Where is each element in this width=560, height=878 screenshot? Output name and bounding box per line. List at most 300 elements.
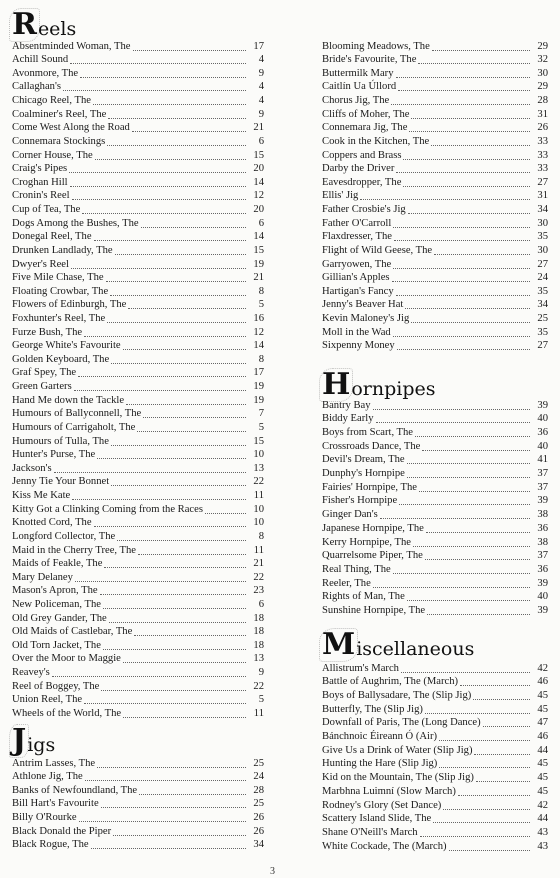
dot-leader [396,77,531,78]
entry-title: Fisher's Hornpipe [322,495,398,507]
entry-title: Mary Delaney [12,571,73,583]
dot-leader [431,145,530,146]
entry-title: Dogs Among the Bushes, The [12,217,139,229]
index-entry [322,121,548,135]
dot-leader [411,322,530,323]
dot-leader [403,186,530,187]
entry-title: Boys of Ballysadare, The (Slip Jig) [322,689,472,701]
index-entry [322,216,548,230]
dot-leader [71,268,246,269]
index-entry [12,162,264,176]
dot-leader [126,404,246,405]
entry-title: Graf Spey, The [12,367,77,379]
index-entry [322,590,548,604]
index-entry [12,134,264,148]
index-entry [12,770,264,784]
entry-title: Jenny's Beaver Hat [322,299,404,311]
index-entry [322,730,548,744]
entry-page: 45 [537,689,548,701]
entry-page: 17 [253,40,264,52]
index-entry [322,494,548,508]
entry-title: Butterfly, The (Slip Jig) [322,703,423,715]
entry-page: 9 [258,667,264,679]
entry-page: 11 [253,490,264,502]
index-entry [322,189,548,203]
jigs-initial: J [12,723,27,758]
index-entry [12,652,264,666]
entry-title: Rights of Man, The [322,591,405,603]
entry-title: Humours of Ballyconnell, The [12,408,142,420]
dot-leader [133,50,246,51]
dot-leader [143,417,246,418]
entry-title: Ellis' Jig [322,190,359,202]
entry-page: 27 [537,176,548,188]
index-entry [322,80,548,94]
entry-page: 5 [258,421,264,433]
entry-page: 20 [253,163,264,175]
index-entry [12,80,264,94]
entry-page: 40 [537,591,548,603]
index-entry [322,39,548,53]
dot-leader [101,690,246,691]
entry-title: Callaghan's [12,81,61,93]
index-entry [12,93,264,107]
index-entry [12,352,264,366]
entry-title: Quarrelsome Piper, The [322,550,423,562]
entry-title: Green Garters [12,381,72,393]
entry-page: 40 [537,440,548,452]
dot-leader [111,485,246,486]
index-entry [12,434,264,448]
dot-leader [103,608,246,609]
entry-title: Reel of Boggey, The [12,680,100,692]
entry-title: George White's Favourite [12,340,121,352]
entry-page: 47 [537,717,548,729]
index-entry [12,679,264,693]
entry-page: 31 [537,190,548,202]
entry-title: Over the Moor to Maggie [12,653,121,665]
dot-leader [420,836,530,837]
dot-leader [393,573,530,574]
index-entry [12,243,264,257]
entry-title: Boys from Scart, The [322,426,414,438]
entry-title: Darby the Driver [322,163,395,175]
entry-page: 46 [537,731,548,743]
entry-page: 39 [537,605,548,617]
entry-page: 38 [537,536,548,548]
entry-title: Reavey's [12,667,50,679]
entry-title: Scattery Island Slide, The [322,813,432,825]
entry-title: Old Torn Jacket, The [12,639,101,651]
dot-leader [97,767,246,768]
dot-leader [101,807,246,808]
dot-leader [391,104,530,105]
hornpipes-heading-rest: ornpipes [351,378,436,400]
entry-title: Gillian's Apples [322,272,390,284]
dot-leader [401,672,530,673]
entry-page: 39 [537,399,548,411]
entry-title: Humours of Carrigaholt, The [12,421,136,433]
entry-title: Connemara Jig, The [322,122,408,134]
entry-page: 7 [258,408,264,420]
dot-leader [397,349,530,350]
index-entry [322,325,548,339]
index-entry [322,757,548,771]
index-entry [322,535,548,549]
entry-title: Reeler, The [322,577,371,589]
entry-page: 36 [537,426,548,438]
dot-leader [63,90,246,91]
entry-page: 24 [253,771,264,783]
entry-page: 12 [253,326,264,338]
entry-page: 35 [537,285,548,297]
entry-page: 10 [253,449,264,461]
entry-title: Coppers and Brass [322,149,402,161]
entry-page: 19 [253,258,264,270]
dot-leader [407,600,530,601]
index-entry [322,521,548,535]
entry-page: 43 [537,840,548,852]
dot-leader [84,703,246,704]
entry-title: Golden Keyboard, The [12,353,110,365]
entry-page: 30 [537,217,548,229]
dot-leader [426,532,530,533]
index-entry [322,825,548,839]
entry-title: Athlone Jig, The [12,771,83,783]
index-entry [322,661,548,675]
entry-title: Fairies' Hornpipe, The [322,481,417,493]
entry-page: 22 [253,680,264,692]
dot-leader [392,281,530,282]
entry-page: 45 [537,785,548,797]
index-entry [12,107,264,121]
entry-title: Bill Hart's Favourite [12,798,99,810]
dot-leader [425,713,530,714]
dot-leader [393,268,530,269]
entry-title: Kevin Maloney's Jig [322,312,410,324]
entry-title: Chicago Reel, The [12,95,91,107]
entry-page: 37 [537,481,548,493]
index-entry [322,743,548,757]
index-entry [12,202,264,216]
dot-leader [483,726,530,727]
entry-page: 27 [537,258,548,270]
entry-page: 10 [253,503,264,515]
index-entry [12,557,264,571]
entry-title: Father Crosbie's Jig [322,204,406,216]
index-entry [12,488,264,502]
dot-leader [72,199,246,200]
entry-title: Kerry Hornpipe, The [322,536,411,548]
entry-title: Dwyer's Reel [12,258,69,270]
dot-leader [376,422,531,423]
entry-title: Cliffs of Moher, The [322,108,410,120]
index-entry [322,398,548,412]
dot-leader [407,477,530,478]
dot-leader [78,376,246,377]
dot-leader [380,518,530,519]
entry-title: Absentminded Woman, The [12,40,131,52]
entry-page: 39 [537,495,548,507]
miscellaneous-heading-rest: iscellaneous [356,638,475,660]
entry-page: 8 [258,285,264,297]
index-entry [12,366,264,380]
entry-page: 22 [253,476,264,488]
index-entry [322,257,548,271]
entry-page: 16 [253,312,264,324]
entry-title: Black Rogue, The [12,839,89,851]
entry-page: 19 [253,394,264,406]
entry-page: 14 [253,340,264,352]
index-entry [322,107,548,121]
index-entry [12,625,264,639]
entry-page: 24 [537,272,548,284]
entry-title: Antrim Lasses, The [12,757,96,769]
entry-title: Cronin's Reel [12,190,70,202]
entry-page: 4 [258,54,264,66]
entry-title: Bride's Favourite, The [322,54,417,66]
dot-leader [106,281,246,282]
dot-leader [82,213,246,214]
dot-leader [474,754,530,755]
entry-page: 10 [253,517,264,529]
entry-page: 5 [258,694,264,706]
index-entry [12,529,264,543]
index-entry [322,453,548,467]
entry-title: Battle of Aughrim, The (March) [322,676,459,688]
index-entry [322,812,548,826]
dot-leader [407,463,530,464]
dot-leader [443,809,530,810]
entry-page: 15 [253,244,264,256]
dot-leader [93,104,246,105]
entry-page: 34 [253,839,264,851]
dot-leader [399,504,530,505]
dot-leader [396,172,530,173]
dot-leader [396,295,530,296]
index-entry [322,702,548,716]
index-entry [12,611,264,625]
dot-leader [132,131,246,132]
entry-page: 35 [537,326,548,338]
dot-leader [458,795,530,796]
index-entry [322,784,548,798]
dot-leader [403,159,530,160]
index-entry [322,134,548,148]
entry-page: 21 [253,272,264,284]
entry-title: Devil's Dream, The [322,454,405,466]
dot-leader [449,850,530,851]
entry-title: Bánchnoic Éireann Ó (Air) [322,731,438,743]
entry-page: 42 [537,662,548,674]
index-entry [12,298,264,312]
entry-page: 4 [258,81,264,93]
dot-leader [70,186,246,187]
entry-page: 13 [253,653,264,665]
dot-leader [110,295,246,296]
entry-title: Rodney's Glory (Set Dance) [322,799,442,811]
entry-page: 40 [537,413,548,425]
entry-title: Connemara Stockings [12,135,106,147]
dot-leader [393,336,530,337]
entry-title: Black Donald the Piper [12,825,112,837]
index-entry [12,584,264,598]
entry-page: 11 [253,707,264,719]
entry-title: Japanese Hornpipe, The [322,522,424,534]
dot-leader [115,254,246,255]
entry-title: Biddy Early [322,413,374,425]
dot-leader [394,240,530,241]
dot-leader [74,390,246,391]
dot-leader [95,159,246,160]
index-entry [322,771,548,785]
entry-title: Humours of Tulla, The [12,435,109,447]
entry-title: White Cockade, The (March) [322,840,447,852]
dot-leader [427,614,530,615]
dot-leader [139,794,246,795]
index-entry [12,693,264,707]
dot-leader [439,767,530,768]
index-entry [12,706,264,720]
entry-title: Kid on the Mountain, The (Slip Jig) [322,772,474,784]
entry-title: Maid in the Cherry Tree, The [12,544,136,556]
entry-page: 19 [253,381,264,393]
entry-page: 20 [253,204,264,216]
index-entry [12,666,264,680]
index-entry [12,311,264,325]
dot-leader [91,848,246,849]
dot-leader [85,780,246,781]
index-entry [322,562,548,576]
index-entry [12,407,264,421]
index-entry [322,716,548,730]
entry-page: 30 [537,244,548,256]
entry-page: 8 [258,353,264,365]
index-entry [12,121,264,135]
index-entry [12,783,264,797]
dot-leader [54,472,246,473]
entry-page: 30 [537,67,548,79]
entry-page: 15 [253,435,264,447]
dot-leader [75,581,246,582]
entry-title: Blooming Meadows, The [322,40,430,52]
dot-leader [360,199,530,200]
dot-leader [205,513,246,514]
entry-page: 44 [537,744,548,756]
entry-title: Crossroads Dance, The [322,440,421,452]
dot-leader [107,145,246,146]
entry-page: 21 [253,122,264,134]
page-number: 3 [270,866,275,877]
dot-leader [94,240,246,241]
entry-page: 18 [253,626,264,638]
entry-page: 34 [537,204,548,216]
index-entry [322,298,548,312]
dot-leader [476,781,530,782]
index-entry [12,175,264,189]
dot-leader [134,635,246,636]
entry-page: 36 [537,563,548,575]
index-entry [12,420,264,434]
entry-page: 14 [253,176,264,188]
index-entry [322,243,548,257]
index-entry [12,475,264,489]
dot-leader [80,77,246,78]
entry-title: Sixpenny Money [322,340,395,352]
entry-title: Sunshine Hornpipe, The [322,605,426,617]
jigs-heading [12,722,55,756]
miscellaneous-heading [322,626,474,660]
index-entry [12,597,264,611]
index-entry [322,148,548,162]
index-entry [12,461,264,475]
index-entry [322,93,548,107]
entry-title: Buttermilk Mary [322,67,394,79]
entry-page: 25 [253,798,264,810]
entry-page: 42 [537,799,548,811]
dot-leader [97,458,246,459]
entry-title: Jenny Tie Your Bonnet [12,476,110,488]
dot-leader [141,227,246,228]
entry-page: 11 [253,544,264,556]
index-entry [322,467,548,481]
entry-title: Avonmore, The [12,67,79,79]
index-entry [12,756,264,770]
entry-title: Old Maids of Castlebar, The [12,626,133,638]
dot-leader [69,172,246,173]
index-entry [12,516,264,530]
entry-page: 33 [537,135,548,147]
index-entry [12,543,264,557]
entry-page: 14 [253,231,264,243]
entry-title: Kitty Got a Clinking Coming from the Races [12,503,203,515]
dot-leader [111,363,246,364]
entry-page: 18 [253,612,264,624]
dot-leader [111,445,246,446]
dot-leader [413,546,530,547]
index-entry [322,549,548,563]
jigs-heading-rest: igs [27,734,56,756]
entry-title: Bantry Bay [322,399,371,411]
index-entry [322,162,548,176]
dot-leader [103,649,246,650]
dot-leader [123,717,246,718]
index-entry [322,508,548,522]
dot-leader [409,131,530,132]
dot-leader [100,594,246,595]
dot-leader [405,308,530,309]
dot-leader [79,821,246,822]
entry-page: 38 [537,509,548,521]
entry-title: Kiss Me Kate [12,490,71,502]
index-entry [12,797,264,811]
hornpipes-initial: H [322,367,351,402]
index-entry [12,271,264,285]
entry-page: 34 [537,299,548,311]
entry-title: Union Reel, The [12,694,83,706]
entry-title: Furze Bush, The [12,326,83,338]
entry-title: Father O'Carroll [322,217,392,229]
index-entry [12,53,264,67]
dot-leader [415,436,530,437]
dot-leader [418,63,530,64]
index-entry [322,412,548,426]
index-entry [322,271,548,285]
entry-page: 4 [258,95,264,107]
entry-page: 37 [537,550,548,562]
reels-heading [12,6,76,40]
entry-title: Give Us a Drink of Water (Slip Jig) [322,744,473,756]
